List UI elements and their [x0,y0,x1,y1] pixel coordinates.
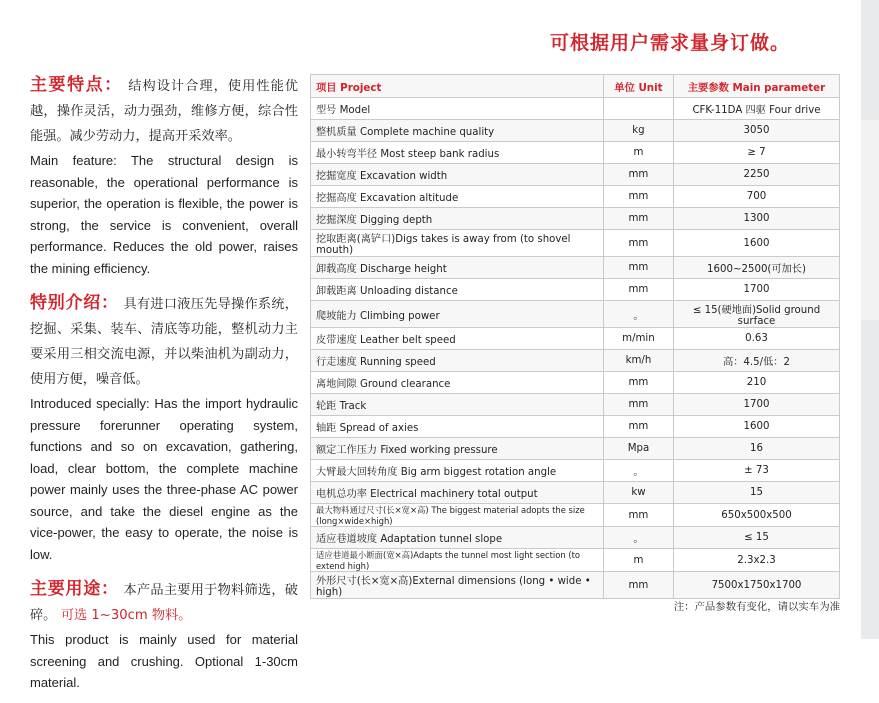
table-body [311,98,840,599]
section-en-text-main-feature: Main feature: The structural design is reasonable, the operational performance is superior, the operation is flexible, the power is strong, the service is convenient, overall performance. Reduces the old power, raises the mining efficiency. [30,153,298,276]
table-cell-project: 整机质量 Complete machine quality [311,120,604,142]
page-headline: 可根据用户需求量身订做。 [549,32,790,54]
left-text-column [30,70,298,703]
table-header-project: 项目 Project [311,75,604,98]
table-cell-unit: 。 [603,460,673,482]
section-title-introduced-specially: 特别介绍： [30,293,119,313]
table-cell-parameter: 650x500x500 [674,504,840,527]
table-cell-parameter: 1700 [674,279,840,301]
table-cell-parameter: 2250 [674,164,840,186]
table-cell-project: 卸载高度 Discharge height [311,257,604,279]
table-row [311,142,840,164]
table-cell-unit: mm [603,186,673,208]
table-cell-project: 挖取距离(离铲口)Digs takes is away from (to shovel mouth) [311,230,604,257]
table-row [311,301,840,328]
edge-bar-bottom [861,320,879,639]
table-cell-parameter: 2.3x2.3 [674,549,840,572]
table-cell-parameter: 0.63 [674,328,840,350]
table-cell-project: 外形尺寸(长×宽×高)External dimensions (long • wide • high) [311,572,604,599]
table-cell-project: 行走速度 Running speed [311,350,604,372]
table-cell-parameter: 7500x1750x1700 [674,572,840,599]
table-cell-unit [603,98,673,120]
table-cell-parameter: 3050 [674,120,840,142]
table-cell-project: 离地间隙 Ground clearance [311,372,604,394]
table-cell-unit: mm [603,164,673,186]
table-cell-project: 挖掘高度 Excavation altitude [311,186,604,208]
table-cell-unit: 。 [603,527,673,549]
table-row [311,460,840,482]
table-row [311,230,840,257]
table-row [311,164,840,186]
table-header-row [311,75,840,98]
table-cell-project: 挖掘宽度 Excavation width [311,164,604,186]
section-cn-text-main-use: 本产品主要用于物料筛选，破碎。 [30,583,298,623]
table-cell-parameter: 1600~2500(可加长) [674,257,840,279]
table-cell-unit: mm [603,257,673,279]
table-cell-unit: m/min [603,328,673,350]
page-edge-decoration [861,0,879,639]
table-cell-unit: mm [603,230,673,257]
table-cell-parameter: 210 [674,372,840,394]
table-cell-project: 皮带速度 Leather belt speed [311,328,604,350]
table-cell-project: 适应巷道坡度 Adaptation tunnel slope [311,527,604,549]
table-header-unit: 单位 Unit [603,75,673,98]
table-cell-project: 额定工作压力 Fixed working pressure [311,438,604,460]
table-cell-parameter: 16 [674,438,840,460]
table-row [311,120,840,142]
table-cell-parameter: 15 [674,482,840,504]
section-main-feature [30,70,298,279]
table-cell-parameter: 700 [674,186,840,208]
table-row [311,350,840,372]
table-row [311,504,840,527]
table-row [311,549,840,572]
table-cell-parameter: ≤ 15 [674,527,840,549]
table-cell-project: 大臂最大回转角度 Big arm biggest rotation angle [311,460,604,482]
table-cell-unit: mm [603,372,673,394]
section-cn-text-main-feature: 结构设计合理，使用性能优越，操作灵活，动力强劲，维修方便，综合性能强。减少劳动力，提高开采效率。 [30,79,298,144]
table-row [311,394,840,416]
table-cell-unit: kg [603,120,673,142]
table-row [311,328,840,350]
table-row [311,438,840,460]
table-cell-parameter: ≥ 7 [674,142,840,164]
section-title-main-use: 主要用途： [30,579,119,599]
table-cell-parameter: 高：4.5/低：2 [674,350,840,372]
table-cell-project: 轴距 Spread of axies [311,416,604,438]
specification-table [310,74,840,599]
table-cell-unit: km/h [603,350,673,372]
section-title-main-feature: 主要特点： [30,75,123,95]
table-cell-parameter: ± 73 [674,460,840,482]
table-row [311,527,840,549]
table-cell-unit: mm [603,504,673,527]
table-cell-parameter: CFK-11DA 四驱 Four drive [674,98,840,120]
table-cell-unit: Mpa [603,438,673,460]
table-cell-project: 轮距 Track [311,394,604,416]
table-cell-parameter: 1600 [674,230,840,257]
section-en-text-introduced-specially: Introduced specially: Has the import hydraulic pressure forerunner operating system, functions and so on excavation, gathering, load, clear bottom, the complete machine power mainly uses the three-phase AC power source, and take the diesel engine as the vice-power, the easy to operate, the noise is low. [30,396,298,562]
table-cell-unit: mm [603,572,673,599]
table-cell-unit: mm [603,416,673,438]
section-main-use [30,574,298,694]
table-row [311,257,840,279]
edge-bar-top [861,0,879,120]
section-introduced-specially [30,288,298,565]
table-row [311,372,840,394]
section-cn-text-main-use-highlight: 可选 1~30cm 物料。 [60,608,192,623]
table-cell-parameter: 1700 [674,394,840,416]
table-row [311,482,840,504]
table-row [311,416,840,438]
table-cell-unit: mm [603,208,673,230]
table-cell-project: 爬坡能力 Climbing power [311,301,604,328]
table-cell-unit: kw [603,482,673,504]
table-row [311,186,840,208]
table-cell-unit: mm [603,394,673,416]
table-cell-parameter: 1600 [674,416,840,438]
table-cell-project: 电机总功率 Electrical machinery total output [311,482,604,504]
table-cell-project: 适应巷道最小断面(宽×高)Adapts the tunnel most light section (to extend high) [311,549,604,572]
table-header-parameter: 主要参数 Main parameter [674,75,840,98]
table-cell-unit: mm [603,279,673,301]
table-cell-unit: 。 [603,301,673,328]
section-en-text-main-use: This product is mainly used for material screening and crushing. Optional 1-30cm material. [30,632,298,690]
table-cell-parameter: 1300 [674,208,840,230]
section-cn-text-introduced-specially: 具有进口液压先导操作系统，挖掘、采集、装车、清底等功能，整机动力主要采用三相交流电源，并以柴油机为副动力，使用方便，噪音低。 [30,297,298,387]
table-cell-project: 最小转弯半径 Most steep bank radius [311,142,604,164]
table-footnote: 注：产品参数有变化，请以实车为准 [673,601,840,613]
table-row [311,279,840,301]
table-cell-unit: m [603,142,673,164]
table-cell-project: 最大物料通过尺寸(长×宽×高) The biggest material adopts the size (long×wide×high) [311,504,604,527]
table-cell-unit: m [603,549,673,572]
table-cell-project: 卸载距离 Unloading distance [311,279,604,301]
table-row [311,208,840,230]
table-cell-project: 挖掘深度 Digging depth [311,208,604,230]
table-cell-project: 型号 Model [311,98,604,120]
edge-bar-middle [861,120,879,320]
table-row [311,572,840,599]
table-row [311,98,840,120]
table-cell-parameter: ≤ 15(硬地面)Solid ground surface [674,301,840,328]
